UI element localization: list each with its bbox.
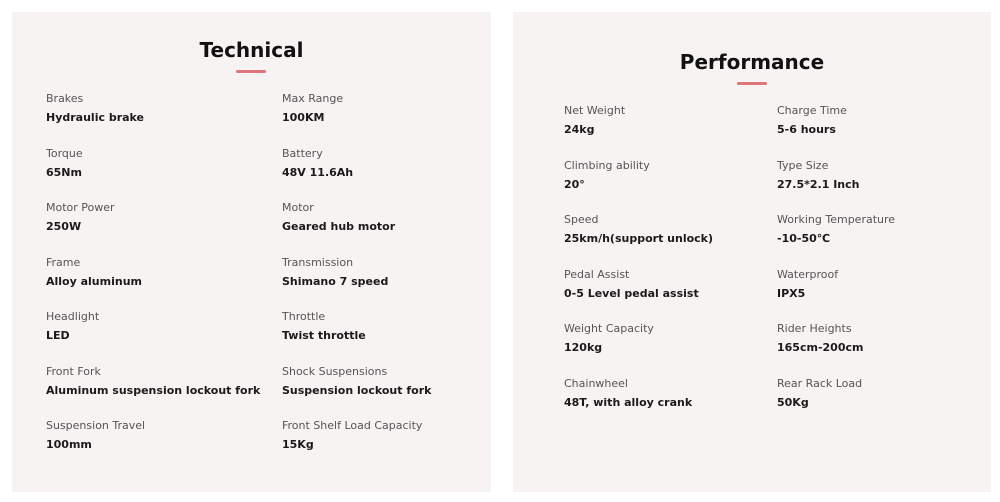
spec-label: Transmission [282,255,354,269]
spec-label: Motor Power [46,201,115,214]
technical-spec-grid [46,92,492,474]
spec-value: Twist throttle [282,329,366,342]
spec-item [564,213,777,268]
spec-value: Aluminum suspension lockout fork [46,383,261,397]
performance-title: Performance [679,50,825,74]
spec-label: Rear Rack Load [777,376,863,390]
spec-value: 48V 11.6Ah [282,165,354,179]
spec-value: 65Nm [46,165,82,179]
spec-item [46,256,282,311]
spec-value: 5-6 hours [777,123,836,136]
spec-value: 48T, with alloy crank [564,395,693,409]
spec-label: Front Fork [46,364,101,378]
spec-value: IPX5 [777,286,806,300]
spec-item [564,159,777,214]
spec-value: Suspension lockout fork [282,383,432,397]
spec-value: 20° [564,177,585,191]
spec-item [777,213,977,268]
spec-label: Torque [46,146,83,160]
spec-label: Waterproof [777,267,839,281]
spec-label: Front Shelf Load Capacity [282,419,423,432]
spec-value: 15Kg [282,438,314,451]
spec-value: Hydraulic brake [46,111,145,124]
spec-item [777,377,977,432]
spec-item [777,159,977,214]
spec-label: Charge Time [777,104,847,117]
spec-label: Working Temperature [777,213,896,226]
spec-label: Battery [282,146,323,160]
spec-value: Alloy aluminum [46,274,142,288]
spec-value: 50Kg [777,395,809,409]
spec-item [282,310,492,365]
spec-label: Shock Suspensions [282,364,388,378]
spec-label: Weight Capacity [564,322,654,335]
spec-value: 24kg [564,123,595,136]
spec-value: 27.5*2.1 Inch [777,177,860,191]
spec-item [46,147,282,202]
technical-panel [12,12,491,492]
spec-label: Motor [282,201,314,214]
spec-value: -10-50℃ [777,232,831,245]
spec-item [777,268,977,323]
spec-value: 0-5 Level pedal assist [564,286,699,300]
spec-value: Geared hub motor [282,220,396,233]
spec-item [777,322,977,377]
spec-item [46,201,282,256]
technical-title: Technical [199,38,304,62]
performance-spec-grid [564,104,977,431]
spec-value: 100KM [282,111,325,124]
spec-label: Frame [46,255,81,269]
spec-item [282,147,492,202]
spec-value: 250W [46,220,82,233]
spec-value: LED [46,329,70,342]
spec-item [282,201,492,256]
spec-value: 165cm-200cm [777,341,864,354]
spec-label: Max Range [282,92,344,105]
spec-item [46,92,282,147]
spec-label: Type Size [777,158,829,172]
spec-label: Suspension Travel [46,419,146,432]
spec-value: Shimano 7 speed [282,274,389,288]
spec-item [282,92,492,147]
spec-value: 120kg [564,341,603,354]
spec-item [564,322,777,377]
spec-label: Throttle [282,310,326,323]
spec-item [46,310,282,365]
spec-item [564,104,777,159]
spec-label: Speed [564,213,599,226]
spec-item [282,256,492,311]
spec-label: Pedal Assist [564,267,630,281]
spec-label: Brakes [46,92,84,105]
spec-item [282,419,492,474]
spec-item [46,419,282,474]
spec-item [777,104,977,159]
spec-label: Rider Heights [777,322,852,335]
spec-item [564,377,777,432]
spec-label: Climbing ability [564,158,650,172]
spec-label: Headlight [46,310,100,323]
spec-value: 100mm [46,438,92,451]
spec-label: Chainwheel [564,376,628,390]
spec-value: 25km/h(support unlock) [564,232,714,245]
spec-item [564,268,777,323]
performance-title-underline [737,82,767,85]
technical-title-underline [236,70,266,73]
spec-label: Net Weight [564,104,626,117]
spec-item [46,365,282,420]
spec-item [282,365,492,420]
performance-panel [513,12,991,492]
